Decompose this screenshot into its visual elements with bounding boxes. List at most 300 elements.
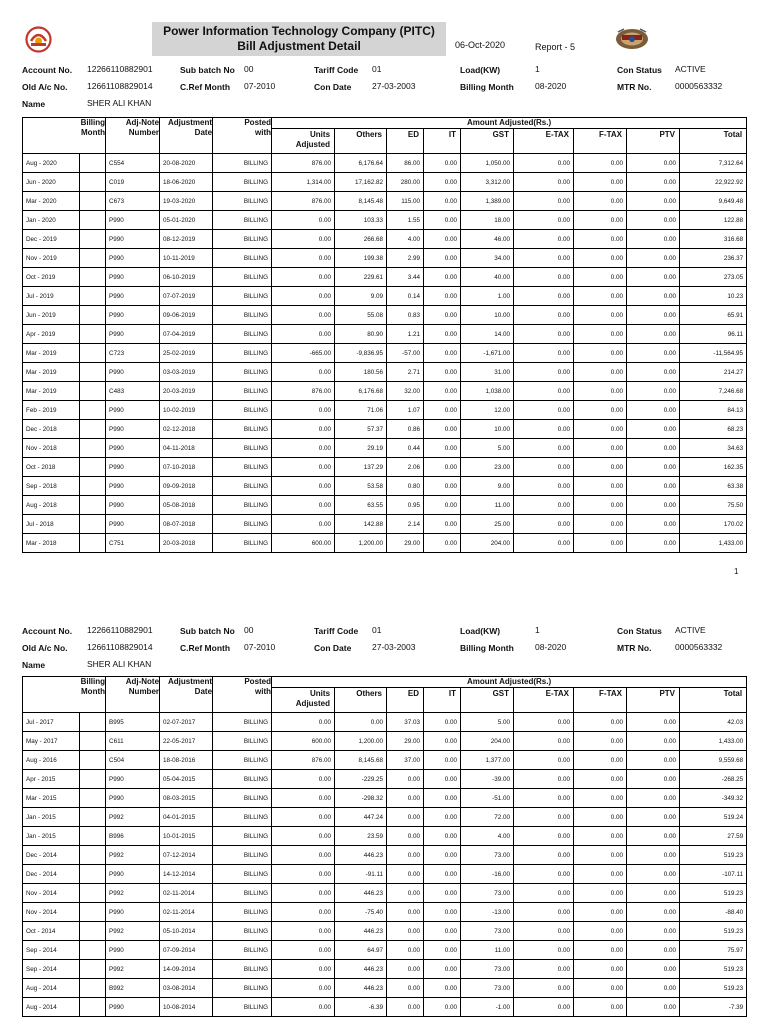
cell-posted-with: BILLING bbox=[213, 458, 272, 477]
cell-e-tax: 0.00 bbox=[514, 770, 574, 789]
cell-gst: 1,038.00 bbox=[461, 382, 514, 401]
cell-billing-month: Sep - 2018 bbox=[23, 477, 80, 496]
cell-gst: 10.00 bbox=[461, 420, 514, 439]
cell-others: 142.88 bbox=[335, 515, 387, 534]
cell-adj-note-number: P990 bbox=[106, 770, 160, 789]
cell-adjustment-date: 22-05-2017 bbox=[160, 732, 213, 751]
cell-e-tax: 0.00 bbox=[514, 960, 574, 979]
cell-ptv: 0.00 bbox=[627, 903, 680, 922]
cell-units-adjusted: 0.00 bbox=[272, 884, 335, 903]
col-posted-with: Posted with bbox=[213, 677, 272, 713]
cell-others: 9.09 bbox=[335, 287, 387, 306]
cell-ed: 1.55 bbox=[387, 211, 424, 230]
cell-others: 80.90 bbox=[335, 325, 387, 344]
cell-blank bbox=[80, 458, 106, 477]
cell-ptv: 0.00 bbox=[627, 211, 680, 230]
cell-ptv: 0.00 bbox=[627, 496, 680, 515]
cell-adj-note-number: P990 bbox=[106, 439, 160, 458]
cell-others: 8,145.48 bbox=[335, 192, 387, 211]
cell-ptv: 0.00 bbox=[627, 420, 680, 439]
cell-billing-month: Oct - 2019 bbox=[23, 268, 80, 287]
cell-units-adjusted: 876.00 bbox=[272, 154, 335, 173]
cell-posted-with: BILLING bbox=[213, 477, 272, 496]
cell-posted-with: BILLING bbox=[213, 382, 272, 401]
cell-posted-with: BILLING bbox=[213, 363, 272, 382]
cell-adjustment-date: 05-04-2015 bbox=[160, 770, 213, 789]
cell-blank bbox=[80, 515, 106, 534]
cell-total: 75.50 bbox=[680, 496, 747, 515]
table-row bbox=[23, 903, 747, 922]
cell-ed: 0.80 bbox=[387, 477, 424, 496]
cell-e-tax: 0.00 bbox=[514, 496, 574, 515]
table-row bbox=[23, 249, 747, 268]
cell-adj-note-number: P990 bbox=[106, 865, 160, 884]
cell-blank bbox=[80, 713, 106, 732]
col-adjustment-date: Adjustment Date bbox=[160, 118, 213, 154]
cell-f-tax: 0.00 bbox=[574, 154, 627, 173]
cell-units-adjusted: 0.00 bbox=[272, 211, 335, 230]
cell-it: 0.00 bbox=[424, 230, 461, 249]
cell-billing-month: Nov - 2018 bbox=[23, 439, 80, 458]
cell-others: 446.23 bbox=[335, 979, 387, 998]
cell-adj-note-number: P990 bbox=[106, 941, 160, 960]
cell-units-adjusted: 0.00 bbox=[272, 268, 335, 287]
cell-blank bbox=[80, 306, 106, 325]
cell-e-tax: 0.00 bbox=[514, 382, 574, 401]
cell-billing-month: Jul - 2018 bbox=[23, 515, 80, 534]
old-account-number: 12661108829014 bbox=[87, 642, 153, 652]
cell-adjustment-date: 10-08-2014 bbox=[160, 998, 213, 1017]
cell-posted-with: BILLING bbox=[213, 515, 272, 534]
table-row bbox=[23, 960, 747, 979]
cell-it: 0.00 bbox=[424, 808, 461, 827]
cell-blank bbox=[80, 496, 106, 515]
cell-e-tax: 0.00 bbox=[514, 998, 574, 1017]
cell-it: 0.00 bbox=[424, 363, 461, 382]
table-row bbox=[23, 325, 747, 344]
account-info-page-1 bbox=[0, 63, 768, 109]
table-row bbox=[23, 439, 747, 458]
table-body-page-1 bbox=[23, 154, 747, 553]
cell-ptv: 0.00 bbox=[627, 960, 680, 979]
cell-it: 0.00 bbox=[424, 941, 461, 960]
cell-total: 519.23 bbox=[680, 922, 747, 941]
cell-e-tax: 0.00 bbox=[514, 922, 574, 941]
cell-e-tax: 0.00 bbox=[514, 751, 574, 770]
cell-ed: 0.00 bbox=[387, 865, 424, 884]
cell-ptv: 0.00 bbox=[627, 808, 680, 827]
tariff-code-label: Tariff Code bbox=[314, 65, 359, 75]
cell-ed: 1.21 bbox=[387, 325, 424, 344]
account-number-label: Account No. bbox=[22, 626, 73, 636]
cell-billing-month: Jan - 2015 bbox=[23, 827, 80, 846]
cell-f-tax: 0.00 bbox=[574, 287, 627, 306]
account-number-label: Account No. bbox=[22, 65, 73, 75]
cell-adjustment-date: 18-06-2020 bbox=[160, 173, 213, 192]
cell-blank bbox=[80, 287, 106, 306]
cell-f-tax: 0.00 bbox=[574, 732, 627, 751]
cell-gst: 10.00 bbox=[461, 306, 514, 325]
cell-e-tax: 0.00 bbox=[514, 211, 574, 230]
table-row bbox=[23, 789, 747, 808]
cell-adjustment-date: 10-11-2019 bbox=[160, 249, 213, 268]
col-billing-month: Billing Month bbox=[23, 118, 106, 154]
cell-gst: -51.00 bbox=[461, 789, 514, 808]
cell-blank bbox=[80, 230, 106, 249]
cell-others: -298.32 bbox=[335, 789, 387, 808]
cell-adjustment-date: 02-11-2014 bbox=[160, 884, 213, 903]
cell-billing-month: Apr - 2019 bbox=[23, 325, 80, 344]
cell-blank bbox=[80, 903, 106, 922]
cell-it: 0.00 bbox=[424, 960, 461, 979]
table-row bbox=[23, 344, 747, 363]
cell-blank bbox=[80, 249, 106, 268]
cell-gst: 40.00 bbox=[461, 268, 514, 287]
table-row bbox=[23, 287, 747, 306]
cell-f-tax: 0.00 bbox=[574, 534, 627, 553]
cell-billing-month: Jul - 2017 bbox=[23, 713, 80, 732]
cell-adj-note-number: C483 bbox=[106, 382, 160, 401]
table-row bbox=[23, 922, 747, 941]
cell-e-tax: 0.00 bbox=[514, 363, 574, 382]
cell-e-tax: 0.00 bbox=[514, 192, 574, 211]
cell-f-tax: 0.00 bbox=[574, 515, 627, 534]
cell-f-tax: 0.00 bbox=[574, 211, 627, 230]
cell-posted-with: BILLING bbox=[213, 534, 272, 553]
cell-others: 17,162.82 bbox=[335, 173, 387, 192]
cell-ed: 1.07 bbox=[387, 401, 424, 420]
cell-it: 0.00 bbox=[424, 713, 461, 732]
cell-f-tax: 0.00 bbox=[574, 770, 627, 789]
cell-adj-note-number: P990 bbox=[106, 515, 160, 534]
cell-e-tax: 0.00 bbox=[514, 173, 574, 192]
cell-e-tax: 0.00 bbox=[514, 534, 574, 553]
cell-blank bbox=[80, 344, 106, 363]
cell-adjustment-date: 14-12-2014 bbox=[160, 865, 213, 884]
cell-adjustment-date: 09-09-2018 bbox=[160, 477, 213, 496]
cell-gst: 18.00 bbox=[461, 211, 514, 230]
cell-units-adjusted: 0.00 bbox=[272, 941, 335, 960]
cell-billing-month: Mar - 2015 bbox=[23, 789, 80, 808]
cell-adj-note-number: P992 bbox=[106, 960, 160, 979]
cell-total: 68.23 bbox=[680, 420, 747, 439]
table-row bbox=[23, 382, 747, 401]
cell-billing-month: Nov - 2019 bbox=[23, 249, 80, 268]
cell-total: -11,564.95 bbox=[680, 344, 747, 363]
col-total: Total bbox=[680, 129, 747, 154]
table-row bbox=[23, 420, 747, 439]
cell-posted-with: BILLING bbox=[213, 751, 272, 770]
cell-posted-with: BILLING bbox=[213, 827, 272, 846]
cell-e-tax: 0.00 bbox=[514, 865, 574, 884]
cell-adjustment-date: 02-11-2014 bbox=[160, 903, 213, 922]
table-row bbox=[23, 496, 747, 515]
cell-adjustment-date: 19-03-2020 bbox=[160, 192, 213, 211]
sub-batch-value: 00 bbox=[244, 64, 254, 74]
cell-ptv: 0.00 bbox=[627, 922, 680, 941]
cell-adj-note-number: C611 bbox=[106, 732, 160, 751]
cell-adjustment-date: 25-02-2019 bbox=[160, 344, 213, 363]
col-etax: E-TAX bbox=[514, 688, 574, 713]
cell-adj-note-number: P992 bbox=[106, 808, 160, 827]
cell-ed: 280.00 bbox=[387, 173, 424, 192]
cell-billing-month: Mar - 2020 bbox=[23, 192, 80, 211]
cell-total: 273.05 bbox=[680, 268, 747, 287]
cell-it: 0.00 bbox=[424, 458, 461, 477]
cell-adjustment-date: 05-08-2018 bbox=[160, 496, 213, 515]
cell-ed: 0.00 bbox=[387, 922, 424, 941]
cell-blank bbox=[80, 960, 106, 979]
report-header bbox=[0, 0, 768, 60]
cell-units-adjusted: 0.00 bbox=[272, 287, 335, 306]
cell-posted-with: BILLING bbox=[213, 941, 272, 960]
cell-billing-month: Dec - 2018 bbox=[23, 420, 80, 439]
cell-f-tax: 0.00 bbox=[574, 173, 627, 192]
cell-posted-with: BILLING bbox=[213, 903, 272, 922]
cell-f-tax: 0.00 bbox=[574, 249, 627, 268]
mtr-number-value: 0000563332 bbox=[675, 81, 723, 91]
cell-blank bbox=[80, 154, 106, 173]
cell-ptv: 0.00 bbox=[627, 846, 680, 865]
cell-e-tax: 0.00 bbox=[514, 154, 574, 173]
cell-f-tax: 0.00 bbox=[574, 363, 627, 382]
cell-others: 71.06 bbox=[335, 401, 387, 420]
table-body-page-2 bbox=[23, 713, 747, 1017]
table-row bbox=[23, 827, 747, 846]
cell-units-adjusted: 0.00 bbox=[272, 439, 335, 458]
cell-ptv: 0.00 bbox=[627, 884, 680, 903]
cell-gst: 73.00 bbox=[461, 884, 514, 903]
billing-month-value: 08-2020 bbox=[535, 642, 567, 652]
cell-it: 0.00 bbox=[424, 420, 461, 439]
cell-units-adjusted: 0.00 bbox=[272, 865, 335, 884]
cell-billing-month: Feb - 2019 bbox=[23, 401, 80, 420]
cell-others: 0.00 bbox=[335, 713, 387, 732]
table-row bbox=[23, 732, 747, 751]
cell-e-tax: 0.00 bbox=[514, 713, 574, 732]
cell-ed: 0.00 bbox=[387, 884, 424, 903]
cell-ed: 86.00 bbox=[387, 154, 424, 173]
col-adjustment-date: Adjustment Date bbox=[160, 677, 213, 713]
cell-billing-month: Aug - 2014 bbox=[23, 979, 80, 998]
cell-total: 42.03 bbox=[680, 713, 747, 732]
cell-ed: 0.86 bbox=[387, 420, 424, 439]
table-row bbox=[23, 534, 747, 553]
cell-units-adjusted: 876.00 bbox=[272, 751, 335, 770]
cell-billing-month: Jan - 2015 bbox=[23, 808, 80, 827]
tariff-code-value: 01 bbox=[372, 64, 382, 74]
cell-f-tax: 0.00 bbox=[574, 344, 627, 363]
cell-units-adjusted: 0.00 bbox=[272, 827, 335, 846]
cell-ptv: 0.00 bbox=[627, 173, 680, 192]
cell-posted-with: BILLING bbox=[213, 420, 272, 439]
cell-gst: -16.00 bbox=[461, 865, 514, 884]
col-ftax: F-TAX bbox=[574, 129, 627, 154]
name-label: Name bbox=[22, 660, 46, 670]
cell-it: 0.00 bbox=[424, 439, 461, 458]
col-ptv: PTV bbox=[627, 129, 680, 154]
cell-adj-note-number: C554 bbox=[106, 154, 160, 173]
cell-ed: 29.00 bbox=[387, 732, 424, 751]
cell-it: 0.00 bbox=[424, 846, 461, 865]
cell-adj-note-number: P990 bbox=[106, 903, 160, 922]
cell-gst: 25.00 bbox=[461, 515, 514, 534]
cell-f-tax: 0.00 bbox=[574, 306, 627, 325]
cell-blank bbox=[80, 363, 106, 382]
cell-ed: 3.44 bbox=[387, 268, 424, 287]
cell-f-tax: 0.00 bbox=[574, 903, 627, 922]
cell-ed: 2.99 bbox=[387, 249, 424, 268]
cell-it: 0.00 bbox=[424, 211, 461, 230]
col-adj-note: Adj-Note Number bbox=[106, 118, 160, 154]
cell-blank bbox=[80, 770, 106, 789]
cell-posted-with: BILLING bbox=[213, 192, 272, 211]
cell-ed: 0.00 bbox=[387, 827, 424, 846]
billing-month-value: 08-2020 bbox=[535, 81, 567, 91]
table-row bbox=[23, 401, 747, 420]
cell-total: 214.27 bbox=[680, 363, 747, 382]
cell-ed: 0.95 bbox=[387, 496, 424, 515]
cell-adjustment-date: 20-08-2020 bbox=[160, 154, 213, 173]
cell-total: 63.38 bbox=[680, 477, 747, 496]
adjustment-table-page-1 bbox=[22, 117, 747, 553]
cell-it: 0.00 bbox=[424, 922, 461, 941]
cell-units-adjusted: 0.00 bbox=[272, 903, 335, 922]
cell-e-tax: 0.00 bbox=[514, 344, 574, 363]
cell-gst: -1.00 bbox=[461, 998, 514, 1017]
cell-adjustment-date: 03-03-2019 bbox=[160, 363, 213, 382]
cell-adjustment-date: 07-10-2018 bbox=[160, 458, 213, 477]
cell-others: 57.37 bbox=[335, 420, 387, 439]
load-label: Load(KW) bbox=[460, 626, 501, 636]
cell-gst: 73.00 bbox=[461, 922, 514, 941]
cell-ptv: 0.00 bbox=[627, 192, 680, 211]
cell-it: 0.00 bbox=[424, 382, 461, 401]
cell-adj-note-number: P992 bbox=[106, 884, 160, 903]
cell-gst: 73.00 bbox=[461, 846, 514, 865]
tariff-code-value: 01 bbox=[372, 625, 382, 635]
cell-units-adjusted: 0.00 bbox=[272, 789, 335, 808]
table-row bbox=[23, 941, 747, 960]
cell-gst: 23.00 bbox=[461, 458, 514, 477]
table-row bbox=[23, 154, 747, 173]
cell-others: 180.56 bbox=[335, 363, 387, 382]
cell-it: 0.00 bbox=[424, 884, 461, 903]
cell-ptv: 0.00 bbox=[627, 477, 680, 496]
cell-it: 0.00 bbox=[424, 268, 461, 287]
cell-adj-note-number: P990 bbox=[106, 230, 160, 249]
cell-it: 0.00 bbox=[424, 515, 461, 534]
cell-ptv: 0.00 bbox=[627, 382, 680, 401]
cell-e-tax: 0.00 bbox=[514, 325, 574, 344]
table-row bbox=[23, 192, 747, 211]
cell-f-tax: 0.00 bbox=[574, 496, 627, 515]
mtr-number-value: 0000563332 bbox=[675, 642, 723, 652]
cell-f-tax: 0.00 bbox=[574, 922, 627, 941]
cell-e-tax: 0.00 bbox=[514, 420, 574, 439]
cell-others: 8,145.68 bbox=[335, 751, 387, 770]
cell-gst: 4.00 bbox=[461, 827, 514, 846]
cell-posted-with: BILLING bbox=[213, 808, 272, 827]
cell-e-tax: 0.00 bbox=[514, 903, 574, 922]
table-row bbox=[23, 173, 747, 192]
cell-it: 0.00 bbox=[424, 770, 461, 789]
cell-total: 27.59 bbox=[680, 827, 747, 846]
cell-total: 75.97 bbox=[680, 941, 747, 960]
cell-ed: 2.71 bbox=[387, 363, 424, 382]
cell-adj-note-number: C751 bbox=[106, 534, 160, 553]
cell-f-tax: 0.00 bbox=[574, 713, 627, 732]
cell-units-adjusted: 0.00 bbox=[272, 306, 335, 325]
cell-e-tax: 0.00 bbox=[514, 808, 574, 827]
cell-adjustment-date: 18-08-2016 bbox=[160, 751, 213, 770]
cell-others: -6.39 bbox=[335, 998, 387, 1017]
cell-ptv: 0.00 bbox=[627, 401, 680, 420]
col-units-adjusted: Units Adjusted bbox=[272, 688, 335, 713]
cell-billing-month: Oct - 2018 bbox=[23, 458, 80, 477]
cell-ed: 0.00 bbox=[387, 789, 424, 808]
cell-adjustment-date: 07-12-2014 bbox=[160, 846, 213, 865]
cell-e-tax: 0.00 bbox=[514, 979, 574, 998]
cell-ptv: 0.00 bbox=[627, 534, 680, 553]
cell-ptv: 0.00 bbox=[627, 230, 680, 249]
col-others: Others bbox=[335, 688, 387, 713]
tariff-code-label: Tariff Code bbox=[314, 626, 359, 636]
col-gst: GST bbox=[461, 688, 514, 713]
cell-gst: -39.00 bbox=[461, 770, 514, 789]
cell-posted-with: BILLING bbox=[213, 230, 272, 249]
cell-f-tax: 0.00 bbox=[574, 941, 627, 960]
cell-ptv: 0.00 bbox=[627, 789, 680, 808]
cell-blank bbox=[80, 846, 106, 865]
cell-ptv: 0.00 bbox=[627, 344, 680, 363]
cell-posted-with: BILLING bbox=[213, 344, 272, 363]
cell-total: 1,433.00 bbox=[680, 732, 747, 751]
cell-blank bbox=[80, 401, 106, 420]
col-ptv: PTV bbox=[627, 688, 680, 713]
cell-posted-with: BILLING bbox=[213, 846, 272, 865]
cell-others: 55.08 bbox=[335, 306, 387, 325]
cell-f-tax: 0.00 bbox=[574, 401, 627, 420]
cell-adj-note-number: C673 bbox=[106, 192, 160, 211]
cell-blank bbox=[80, 998, 106, 1017]
cell-total: 9,559.68 bbox=[680, 751, 747, 770]
cell-adjustment-date: 07-07-2019 bbox=[160, 287, 213, 306]
cell-total: 519.23 bbox=[680, 960, 747, 979]
con-date-value: 27-03-2003 bbox=[372, 81, 416, 91]
cell-f-tax: 0.00 bbox=[574, 192, 627, 211]
cell-total: 65.91 bbox=[680, 306, 747, 325]
cell-ptv: 0.00 bbox=[627, 979, 680, 998]
cell-blank bbox=[80, 884, 106, 903]
cref-month-value: 07-2010 bbox=[244, 81, 276, 91]
report-date: 06-Oct-2020 bbox=[455, 40, 506, 50]
cell-f-tax: 0.00 bbox=[574, 808, 627, 827]
sub-batch-label: Sub batch No bbox=[180, 626, 235, 636]
table-row bbox=[23, 770, 747, 789]
col-adj-note: Adj-Note Number bbox=[106, 677, 160, 713]
cell-blank bbox=[80, 325, 106, 344]
cell-posted-with: BILLING bbox=[213, 306, 272, 325]
cell-others: -75.40 bbox=[335, 903, 387, 922]
sub-batch-label: Sub batch No bbox=[180, 65, 235, 75]
mtr-number-label: MTR No. bbox=[617, 82, 652, 92]
con-status-label: Con Status bbox=[617, 65, 662, 75]
cell-adj-note-number: P990 bbox=[106, 211, 160, 230]
cell-others: 137.29 bbox=[335, 458, 387, 477]
cell-posted-with: BILLING bbox=[213, 865, 272, 884]
company-logo-icon bbox=[25, 26, 52, 53]
